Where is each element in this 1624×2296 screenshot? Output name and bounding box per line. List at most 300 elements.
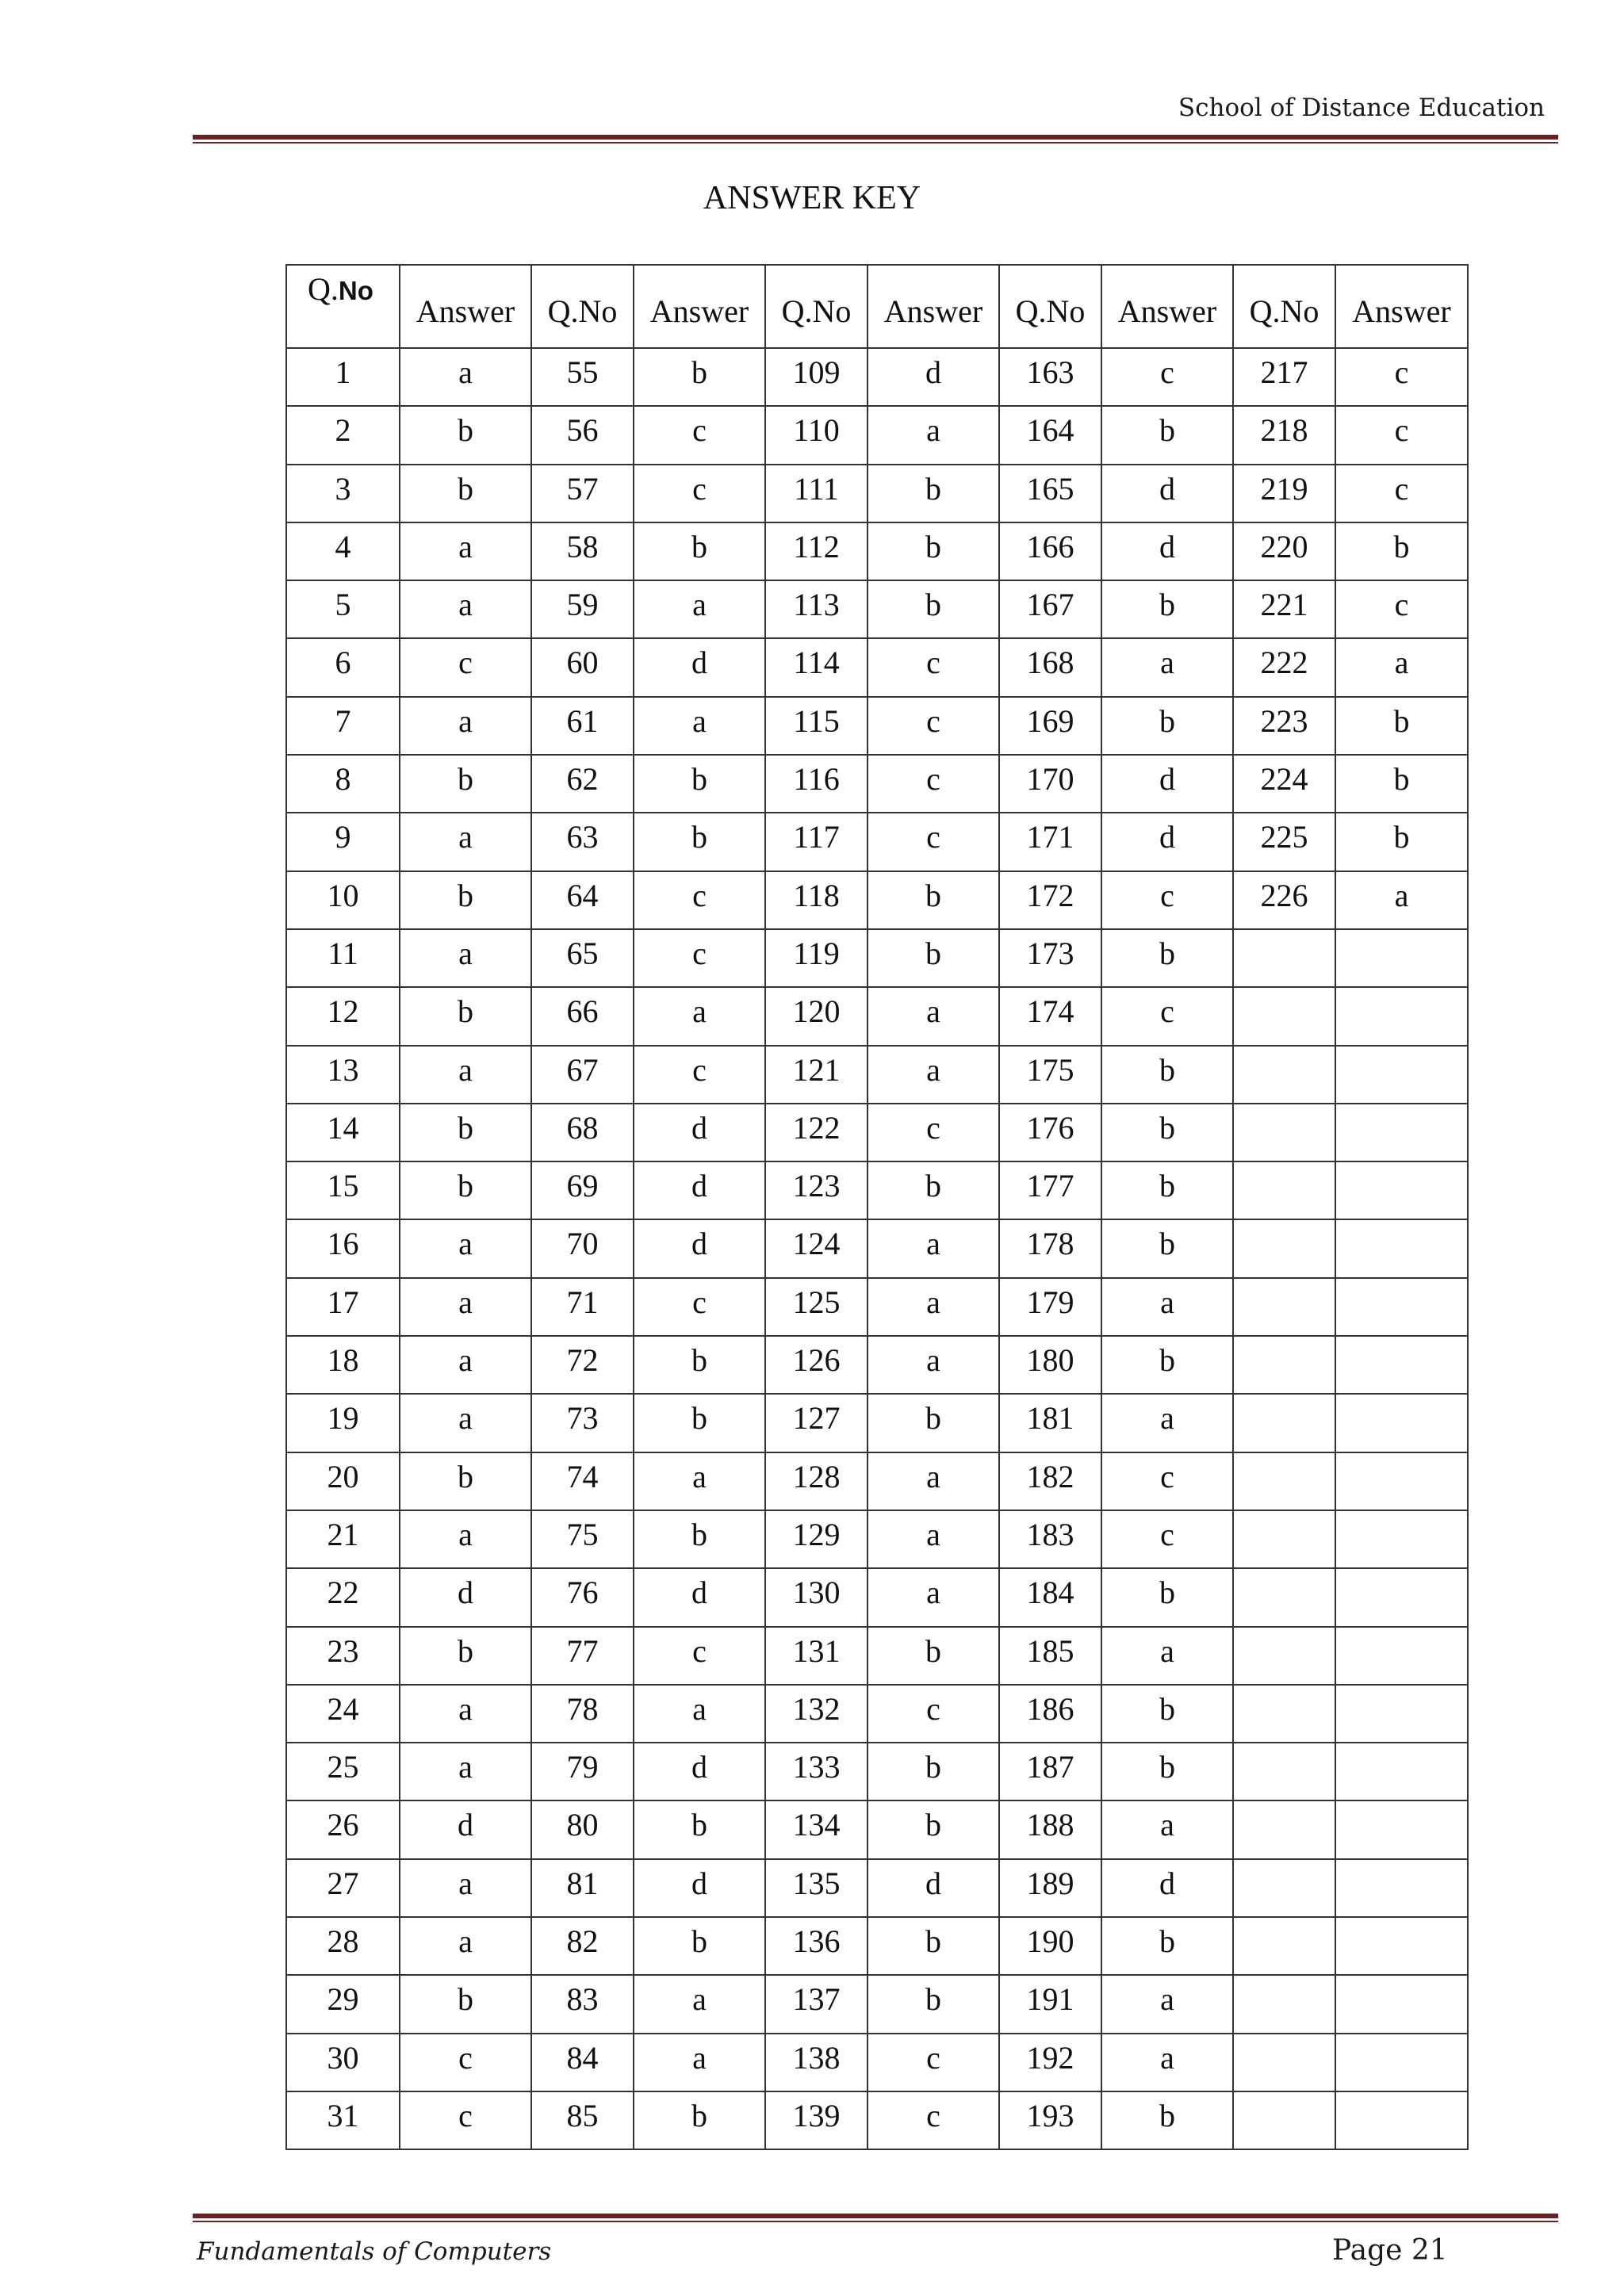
table-row: [286, 1917, 1468, 1975]
table-row: [286, 348, 1468, 406]
footer-rule-thick: [193, 2214, 1558, 2218]
question-number-cell: 119: [765, 929, 868, 987]
question-number-cell: 187: [999, 1743, 1101, 1800]
answer-cell: c: [400, 2091, 531, 2149]
answer-cell: [1335, 1336, 1468, 1394]
question-number-cell: 135: [765, 1859, 868, 1917]
question-number-cell: [1233, 1510, 1335, 1568]
answer-cell: b: [1101, 1685, 1233, 1743]
answer-cell: b: [400, 406, 531, 464]
question-number-cell: 56: [531, 406, 634, 464]
answer-cell: b: [634, 1336, 765, 1394]
question-number-cell: [1233, 2034, 1335, 2091]
question-number-cell: 64: [531, 871, 634, 929]
answer-cell: c: [868, 638, 999, 696]
question-number-cell: 80: [531, 1800, 634, 1858]
answer-cell: b: [868, 1627, 999, 1685]
question-number-cell: 76: [531, 1568, 634, 1626]
answer-cell: a: [1101, 1627, 1233, 1685]
question-number-cell: 14: [286, 1104, 400, 1161]
question-number-cell: 137: [765, 1975, 868, 2033]
answer-cell: c: [1335, 406, 1468, 464]
header-rule-thick: [193, 135, 1558, 140]
question-number-cell: 127: [765, 1394, 868, 1452]
table-row: [286, 1336, 1468, 1394]
answer-cell: d: [868, 1859, 999, 1917]
table-row: [286, 755, 1468, 813]
answer-cell: a: [400, 348, 531, 406]
question-number-cell: 178: [999, 1219, 1101, 1277]
question-number-cell: 177: [999, 1161, 1101, 1219]
answer-cell: a: [400, 1336, 531, 1394]
answer-cell: b: [1101, 1046, 1233, 1104]
answer-cell: [1335, 1800, 1468, 1858]
question-number-cell: 190: [999, 1917, 1101, 1975]
question-number-cell: [1233, 1685, 1335, 1743]
answer-cell: b: [868, 929, 999, 987]
question-number-cell: 163: [999, 348, 1101, 406]
answer-cell: b: [1101, 1336, 1233, 1394]
answer-cell: b: [1335, 813, 1468, 871]
footer-course-title: Fundamentals of Computers: [197, 2237, 552, 2266]
answer-cell: b: [400, 987, 531, 1045]
answer-cell: d: [1101, 1859, 1233, 1917]
question-number-cell: 69: [531, 1161, 634, 1219]
question-number-cell: [1233, 1917, 1335, 1975]
question-number-cell: 17: [286, 1278, 400, 1336]
answer-cell: c: [634, 929, 765, 987]
question-number-cell: 123: [765, 1161, 868, 1219]
answer-cell: a: [1101, 1278, 1233, 1336]
question-number-cell: 122: [765, 1104, 868, 1161]
answer-cell: a: [400, 1394, 531, 1452]
question-number-cell: 68: [531, 1104, 634, 1161]
table-row: [286, 2091, 1468, 2149]
table-row: [286, 813, 1468, 871]
table-row: [286, 1568, 1468, 1626]
question-number-cell: 192: [999, 2034, 1101, 2091]
question-number-cell: 21: [286, 1510, 400, 1568]
question-number-cell: 11: [286, 929, 400, 987]
question-number-cell: 124: [765, 1219, 868, 1277]
answer-cell: b: [1335, 755, 1468, 813]
answer-cell: c: [634, 1627, 765, 1685]
question-number-cell: 180: [999, 1336, 1101, 1394]
answer-cell: a: [868, 1219, 999, 1277]
question-number-cell: 72: [531, 1336, 634, 1394]
question-number-cell: 75: [531, 1510, 634, 1568]
footer-page-number: Page 21: [1332, 2234, 1448, 2267]
question-number-cell: [1233, 1743, 1335, 1800]
answer-cell: b: [1335, 697, 1468, 755]
answer-cell: [1335, 1104, 1468, 1161]
answer-cell: a: [400, 1743, 531, 1800]
answer-cell: b: [400, 1161, 531, 1219]
answer-cell: c: [400, 638, 531, 696]
question-number-cell: 223: [1233, 697, 1335, 755]
question-number-cell: 217: [1233, 348, 1335, 406]
answer-cell: c: [1101, 1510, 1233, 1568]
question-number-cell: 1: [286, 348, 400, 406]
answer-cell: b: [634, 2091, 765, 2149]
question-number-cell: 221: [1233, 580, 1335, 638]
answer-cell: a: [400, 1859, 531, 1917]
answer-cell: d: [868, 348, 999, 406]
answer-cell: b: [400, 1975, 531, 2033]
header-institution: School of Distance Education: [1178, 94, 1545, 122]
question-number-cell: 189: [999, 1859, 1101, 1917]
question-number-cell: [1233, 1104, 1335, 1161]
answer-cell: d: [634, 1859, 765, 1917]
question-number-cell: 70: [531, 1219, 634, 1277]
question-number-cell: 28: [286, 1917, 400, 1975]
answer-cell: c: [634, 406, 765, 464]
answer-cell: b: [1101, 1917, 1233, 1975]
question-number-cell: 220: [1233, 522, 1335, 580]
question-number-cell: 226: [1233, 871, 1335, 929]
answer-cell: c: [634, 1046, 765, 1104]
question-number-cell: 218: [1233, 406, 1335, 464]
answer-cell: a: [1335, 638, 1468, 696]
answer-cell: b: [1101, 697, 1233, 755]
question-number-cell: 82: [531, 1917, 634, 1975]
answer-cell: b: [868, 1975, 999, 2033]
header-cell-qno: Q.No: [765, 265, 868, 348]
answer-cell: a: [634, 2034, 765, 2091]
question-number-cell: 63: [531, 813, 634, 871]
answer-cell: a: [634, 1685, 765, 1743]
table-row: [286, 1685, 1468, 1743]
answer-cell: a: [634, 1452, 765, 1510]
answer-cell: b: [634, 1800, 765, 1858]
answer-cell: [1335, 1394, 1468, 1452]
answer-cell: b: [634, 348, 765, 406]
header-cell-qno: Q.No: [999, 265, 1101, 348]
answer-cell: b: [634, 522, 765, 580]
answer-cell: [1335, 2034, 1468, 2091]
answer-cell: [1335, 1161, 1468, 1219]
question-number-cell: 4: [286, 522, 400, 580]
question-number-cell: 130: [765, 1568, 868, 1626]
answer-cell: c: [868, 2034, 999, 2091]
question-number-cell: 110: [765, 406, 868, 464]
answer-cell: b: [1101, 1104, 1233, 1161]
question-number-cell: 79: [531, 1743, 634, 1800]
answer-cell: b: [634, 1917, 765, 1975]
answer-cell: c: [1101, 987, 1233, 1045]
question-number-cell: 58: [531, 522, 634, 580]
answer-cell: b: [868, 1161, 999, 1219]
answer-cell: c: [400, 2034, 531, 2091]
header-qno-suffix: No: [338, 276, 373, 305]
table-row: [286, 697, 1468, 755]
question-number-cell: 131: [765, 1627, 868, 1685]
answer-cell: b: [868, 871, 999, 929]
question-number-cell: 167: [999, 580, 1101, 638]
question-number-cell: 121: [765, 1046, 868, 1104]
answer-cell: b: [868, 1394, 999, 1452]
answer-cell: [1335, 1452, 1468, 1510]
table-header-row: [286, 265, 1468, 348]
question-number-cell: 125: [765, 1278, 868, 1336]
answer-cell: a: [868, 1336, 999, 1394]
answer-cell: a: [400, 813, 531, 871]
question-number-cell: 188: [999, 1800, 1101, 1858]
answer-cell: a: [868, 1278, 999, 1336]
table-row: [286, 1394, 1468, 1452]
question-number-cell: 224: [1233, 755, 1335, 813]
answer-cell: a: [1101, 1975, 1233, 2033]
table-row: [286, 987, 1468, 1045]
header-cell-answer: Answer: [634, 265, 765, 348]
question-number-cell: [1233, 2091, 1335, 2149]
question-number-cell: [1233, 1568, 1335, 1626]
question-number-cell: 26: [286, 1800, 400, 1858]
table-row: [286, 1452, 1468, 1510]
table-row: [286, 1859, 1468, 1917]
question-number-cell: 168: [999, 638, 1101, 696]
answer-cell: b: [1335, 522, 1468, 580]
answer-cell: a: [1101, 2034, 1233, 2091]
question-number-cell: 169: [999, 697, 1101, 755]
answer-cell: b: [400, 1104, 531, 1161]
answer-cell: d: [1101, 465, 1233, 522]
question-number-cell: 19: [286, 1394, 400, 1452]
question-number-cell: 9: [286, 813, 400, 871]
answer-cell: c: [868, 697, 999, 755]
question-number-cell: 20: [286, 1452, 400, 1510]
answer-cell: b: [634, 1394, 765, 1452]
question-number-cell: 31: [286, 2091, 400, 2149]
answer-cell: b: [868, 1800, 999, 1858]
question-number-cell: 16: [286, 1219, 400, 1277]
question-number-cell: [1233, 1800, 1335, 1858]
table-row: [286, 580, 1468, 638]
answer-cell: b: [1101, 1743, 1233, 1800]
answer-cell: b: [400, 871, 531, 929]
question-number-cell: 8: [286, 755, 400, 813]
question-number-cell: 60: [531, 638, 634, 696]
answer-cell: b: [868, 580, 999, 638]
question-number-cell: 112: [765, 522, 868, 580]
question-number-cell: [1233, 1627, 1335, 1685]
table-row: [286, 1975, 1468, 2033]
header-cell-answer: Answer: [868, 265, 999, 348]
question-number-cell: [1233, 1219, 1335, 1277]
answer-cell: [1335, 1219, 1468, 1277]
answer-cell: d: [634, 1104, 765, 1161]
answer-cell: d: [634, 1568, 765, 1626]
table-row: [286, 2034, 1468, 2091]
answer-cell: d: [1101, 522, 1233, 580]
answer-cell: a: [868, 1046, 999, 1104]
answer-cell: a: [400, 697, 531, 755]
question-number-cell: 113: [765, 580, 868, 638]
answer-cell: b: [868, 522, 999, 580]
question-number-cell: 166: [999, 522, 1101, 580]
question-number-cell: 62: [531, 755, 634, 813]
answer-cell: c: [1101, 1452, 1233, 1510]
question-number-cell: [1233, 1859, 1335, 1917]
question-number-cell: 174: [999, 987, 1101, 1045]
question-number-cell: 116: [765, 755, 868, 813]
answer-cell: b: [1101, 1568, 1233, 1626]
question-number-cell: 129: [765, 1510, 868, 1568]
answer-cell: a: [400, 929, 531, 987]
question-number-cell: 176: [999, 1104, 1101, 1161]
answer-cell: b: [1101, 580, 1233, 638]
answer-cell: b: [1101, 1219, 1233, 1277]
question-number-cell: 182: [999, 1452, 1101, 1510]
answer-cell: [1335, 1743, 1468, 1800]
question-number-cell: [1233, 1278, 1335, 1336]
question-number-cell: 191: [999, 1975, 1101, 2033]
answer-cell: b: [400, 755, 531, 813]
question-number-cell: 6: [286, 638, 400, 696]
header-cell-qno: Q.No: [1233, 265, 1335, 348]
question-number-cell: [1233, 1161, 1335, 1219]
answer-cell: a: [634, 580, 765, 638]
table-body: [286, 348, 1468, 2149]
answer-cell: c: [868, 755, 999, 813]
table-row: [286, 522, 1468, 580]
question-number-cell: 83: [531, 1975, 634, 2033]
answer-cell: a: [1101, 638, 1233, 696]
table-row: [286, 929, 1468, 987]
question-number-cell: [1233, 1336, 1335, 1394]
table-row: [286, 638, 1468, 696]
answer-cell: b: [1101, 929, 1233, 987]
question-number-cell: 61: [531, 697, 634, 755]
answer-cell: b: [1101, 2091, 1233, 2149]
question-number-cell: 185: [999, 1627, 1101, 1685]
answer-cell: [1335, 987, 1468, 1045]
question-number-cell: 138: [765, 2034, 868, 2091]
answer-cell: d: [1101, 755, 1233, 813]
answer-cell: [1335, 1278, 1468, 1336]
answer-cell: c: [868, 813, 999, 871]
question-number-cell: 29: [286, 1975, 400, 2033]
answer-cell: a: [868, 1510, 999, 1568]
answer-cell: b: [634, 813, 765, 871]
answer-cell: [1335, 1510, 1468, 1568]
question-number-cell: 55: [531, 348, 634, 406]
question-number-cell: 85: [531, 2091, 634, 2149]
answer-cell: [1335, 1627, 1468, 1685]
answer-cell: c: [868, 1685, 999, 1743]
table-row: [286, 1219, 1468, 1277]
question-number-cell: 22: [286, 1568, 400, 1626]
answer-cell: a: [400, 1046, 531, 1104]
question-number-cell: 173: [999, 929, 1101, 987]
answer-cell: a: [868, 1568, 999, 1626]
table-row: [286, 1278, 1468, 1336]
answer-cell: b: [634, 1510, 765, 1568]
question-number-cell: 67: [531, 1046, 634, 1104]
answer-cell: d: [400, 1800, 531, 1858]
question-number-cell: 117: [765, 813, 868, 871]
page-title: ANSWER KEY: [703, 180, 921, 216]
answer-cell: [1335, 1975, 1468, 2033]
answer-cell: a: [1101, 1800, 1233, 1858]
table-row: [286, 871, 1468, 929]
question-number-cell: 78: [531, 1685, 634, 1743]
question-number-cell: 81: [531, 1859, 634, 1917]
header-cell-qno: Q.No: [531, 265, 634, 348]
question-number-cell: 65: [531, 929, 634, 987]
answer-cell: a: [1101, 1394, 1233, 1452]
answer-cell: a: [868, 987, 999, 1045]
answer-cell: [1335, 1568, 1468, 1626]
header-cell-answer: Answer: [1101, 265, 1233, 348]
question-number-cell: 164: [999, 406, 1101, 464]
question-number-cell: 57: [531, 465, 634, 522]
question-number-cell: 193: [999, 2091, 1101, 2149]
answer-cell: b: [868, 465, 999, 522]
answer-cell: c: [634, 871, 765, 929]
question-number-cell: 3: [286, 465, 400, 522]
answer-cell: b: [1101, 1161, 1233, 1219]
question-number-cell: 114: [765, 638, 868, 696]
answer-cell: c: [1101, 871, 1233, 929]
answer-cell: a: [634, 1975, 765, 2033]
question-number-cell: 15: [286, 1161, 400, 1219]
answer-cell: d: [634, 638, 765, 696]
table-row: [286, 465, 1468, 522]
answer-key-table: [285, 264, 1469, 2150]
question-number-cell: 71: [531, 1278, 634, 1336]
question-number-cell: 59: [531, 580, 634, 638]
question-number-cell: 132: [765, 1685, 868, 1743]
table-row: [286, 1627, 1468, 1685]
question-number-cell: 171: [999, 813, 1101, 871]
question-number-cell: 133: [765, 1743, 868, 1800]
header-cell-answer: Answer: [400, 265, 531, 348]
answer-cell: [1335, 2091, 1468, 2149]
question-number-cell: 12: [286, 987, 400, 1045]
question-number-cell: 172: [999, 871, 1101, 929]
answer-cell: d: [634, 1219, 765, 1277]
question-number-cell: 13: [286, 1046, 400, 1104]
question-number-cell: 74: [531, 1452, 634, 1510]
question-number-cell: 120: [765, 987, 868, 1045]
question-number-cell: 126: [765, 1336, 868, 1394]
answer-cell: [1335, 1046, 1468, 1104]
answer-cell: [1335, 1917, 1468, 1975]
question-number-cell: 165: [999, 465, 1101, 522]
answer-cell: a: [634, 697, 765, 755]
question-number-cell: 181: [999, 1394, 1101, 1452]
question-number-cell: 109: [765, 348, 868, 406]
question-number-cell: 179: [999, 1278, 1101, 1336]
question-number-cell: [1233, 1975, 1335, 2033]
answer-cell: b: [868, 1743, 999, 1800]
question-number-cell: 24: [286, 1685, 400, 1743]
question-number-cell: 128: [765, 1452, 868, 1510]
header-cell-answer: Answer: [1335, 265, 1468, 348]
answer-cell: a: [400, 1510, 531, 1568]
question-number-cell: 118: [765, 871, 868, 929]
footer-rule-thin: [193, 2221, 1558, 2222]
answer-cell: c: [634, 465, 765, 522]
question-number-cell: 10: [286, 871, 400, 929]
answer-cell: b: [868, 1917, 999, 1975]
question-number-cell: 134: [765, 1800, 868, 1858]
answer-cell: c: [868, 1104, 999, 1161]
table-row: [286, 1743, 1468, 1800]
answer-cell: d: [634, 1161, 765, 1219]
answer-cell: a: [400, 1278, 531, 1336]
